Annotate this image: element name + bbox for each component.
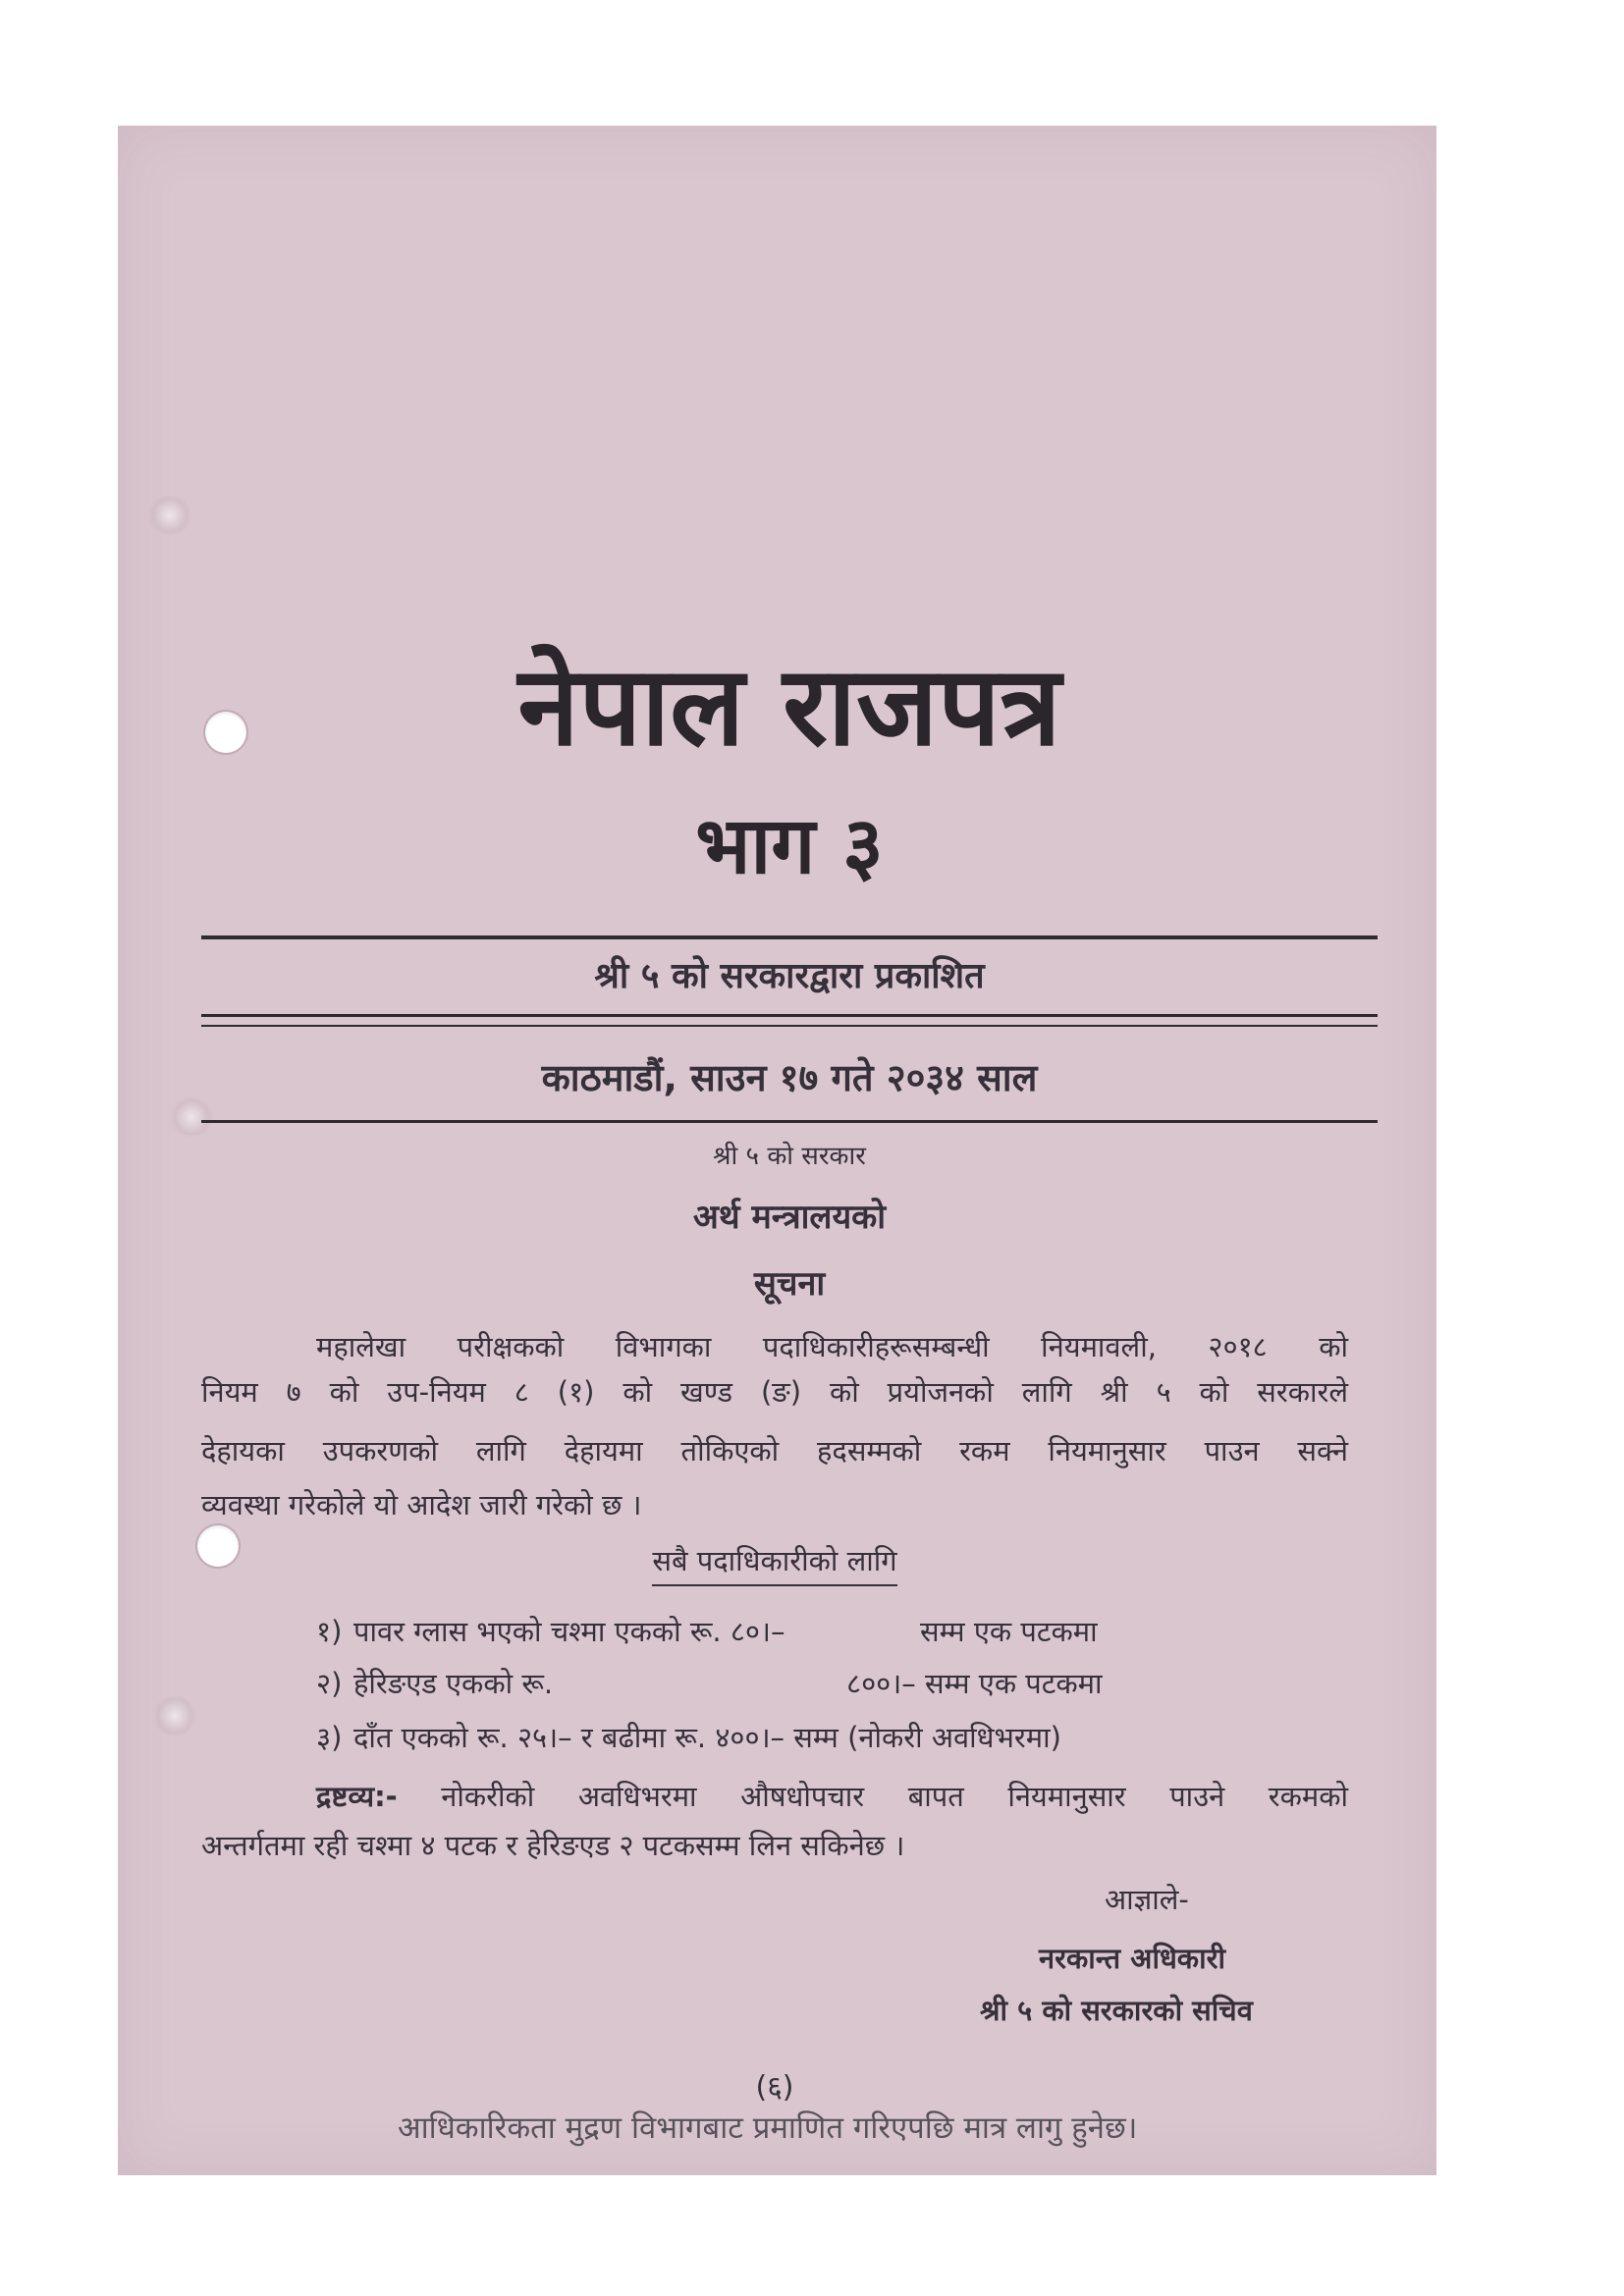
footer-note: आधिकारिकता मुद्रण विभागबाट प्रमाणित गरिएपछि मात्र लागु हुनेछ।	[398, 2110, 1138, 2146]
note-line	[316, 1777, 1348, 1816]
staple-mark	[169, 1097, 214, 1137]
item-number: २)	[316, 1667, 343, 1700]
divider-rule	[201, 1014, 1378, 1017]
divider-rule	[201, 1025, 1378, 1027]
body-line: नियम ७ को उप-नियम ८ (१) को खण्ड (ङ) को प्रयोजनको लागि श्री ५ को सरकारले	[201, 1375, 1348, 1409]
date-line: काठमाडौं, साउन १७ गते २०३४ साल	[541, 1056, 1038, 1099]
divider-rule	[201, 1120, 1378, 1123]
notice-heading: सूचना	[753, 1264, 826, 1304]
body-line: व्यवस्था गरेकोले यो आदेश जारी गरेको छ ।	[201, 1488, 642, 1522]
item-number: १)	[316, 1615, 343, 1648]
section-heading	[201, 1541, 1348, 1586]
note-text: नोकरीको अवधिभरमा औषधोपचार बापत नियमानुसार पाउने रकमको	[441, 1780, 1348, 1813]
note-line: अन्तर्गतमा रही चश्मा ४ पटक र हेरिङएड २ पटकसम्म लिन सकिनेछ ।	[201, 1829, 905, 1862]
note-label: द्रष्टव्य:-	[316, 1780, 398, 1813]
item-text: दाँत एकको रू. २५।– र बढीमा रू. ४००।– सम्म (नोकरी अवधिभरमा)	[353, 1721, 1061, 1754]
item-number: ३)	[316, 1721, 343, 1754]
gazette-title: नेपाल राजपत्र	[517, 643, 1061, 771]
item-text: हेरिङएड एकको रू.	[353, 1667, 554, 1700]
publisher-line: श्री ५ को सरकारद्वारा प्रकाशित	[594, 956, 985, 996]
item-limit: ८००।– सम्म एक पटकमा	[846, 1667, 1103, 1700]
item-text: पावर ग्लास भएको चश्मा एकको रू. ८०।–	[353, 1615, 785, 1648]
divider-rule	[201, 935, 1378, 939]
section-heading-text: सबै पदाधिकारीको लागि	[652, 1541, 896, 1586]
signature-order: आज्ञाले-	[1105, 1883, 1189, 1916]
body-line: देहायका उपकरणको लागि देहायमा तोकिएको हदसम्मको रकम नियमानुसार पाउन सक्ने	[201, 1434, 1348, 1468]
staple-mark	[152, 1696, 197, 1735]
staple-mark	[147, 496, 192, 535]
body-line: महालेखा परीक्षकको विभागका पदाधिकारीहरूसम्बन्धी नियमावली, २०१८ को	[316, 1330, 1348, 1363]
signatory-designation: श्री ५ को सरकारको सचिव	[980, 1994, 1253, 2027]
gazette-part: भाग ३	[695, 800, 884, 891]
signatory-name: नरकान्त अधिकारी	[1039, 1942, 1225, 1975]
item-limit: सम्म एक पटकमा	[920, 1615, 1098, 1648]
page-number: (६)	[755, 2070, 794, 2105]
notice-authority: श्री ५ को सरकार	[713, 1142, 866, 1171]
notice-ministry: अर्थ मन्त्रालयको	[692, 1198, 887, 1237]
